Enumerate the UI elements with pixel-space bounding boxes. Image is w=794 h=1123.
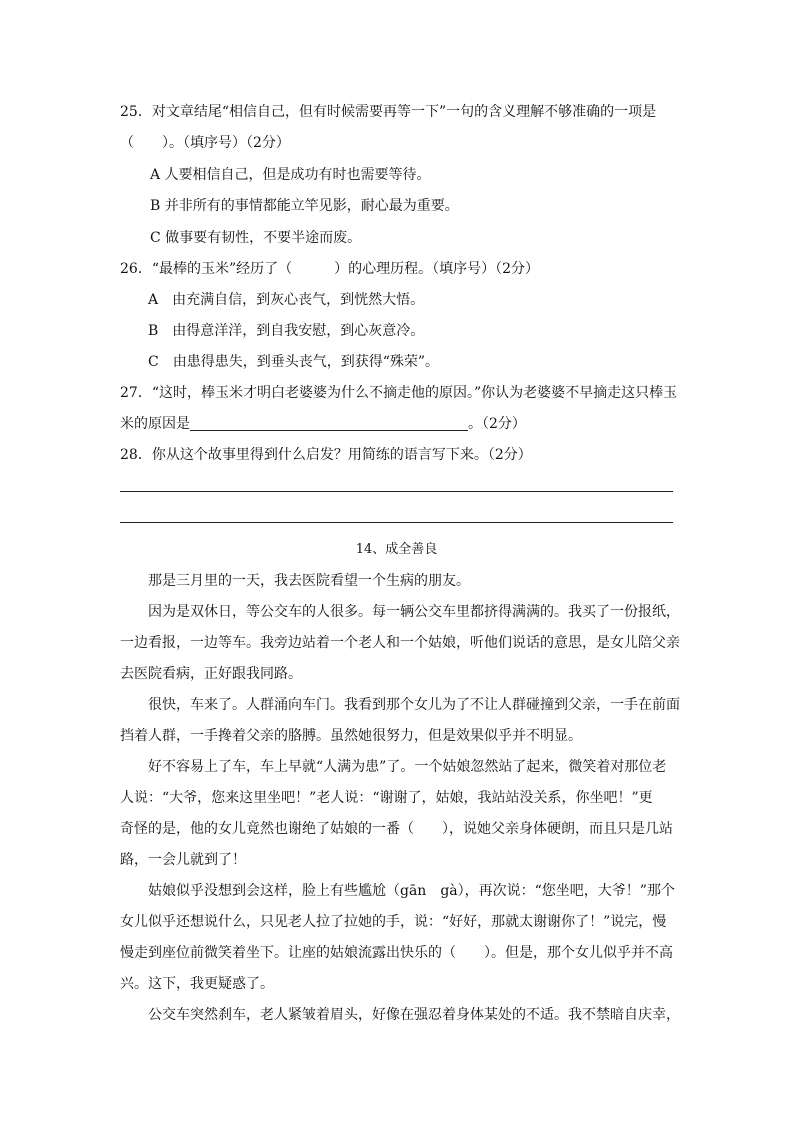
story-line: 一边看报，一边等车。我旁边站着一个老人和一个姑娘，听他们说话的意思，是女儿陪父亲 xyxy=(120,635,680,651)
story-line: 奇怪的是，他的女儿竟然也谢绝了姑娘的一番（ ），说她父亲身体硬朗，而且只是几站 xyxy=(120,821,673,837)
q27-answer-blank[interactable] xyxy=(190,415,468,431)
story-line: 那是三月里的一天，我去医院看望一个生病的朋友。 xyxy=(148,573,470,589)
story-line: 女儿似乎还想说什么，只见老人拉了拉她的手，说：“好好，那就太谢谢你了！”说完，慢 xyxy=(120,914,667,930)
q27-suffix: 。（2分） xyxy=(468,416,526,432)
q25-stem-line2: （ ）。（填序号）（2分） xyxy=(120,135,290,151)
story-line: 慢走到座位前微笑着坐下。让座的姑娘流露出快乐的（ ）。但是，那个女儿似乎并不高 xyxy=(120,945,673,961)
q26-option-c: C 由患得患失，到垂头丧气，到获得“殊荣”。 xyxy=(148,354,440,370)
story-line: 姑娘似乎没想到会这样，脸上有些尴尬（gān gà），再次说：“您坐吧，大爷！”那个 xyxy=(148,883,675,899)
q25-option-a: A 人要相信自己，但是成功有时也需要等待。 xyxy=(150,167,431,183)
q27-stem-line2 xyxy=(120,414,526,434)
q26-option-b: B 由得意洋洋，到自我安慰，到心灰意冷。 xyxy=(148,323,425,339)
story-line: 路，一会儿就到了！ xyxy=(120,852,246,868)
q25-option-c: C 做事要有韧性，不要半途而废。 xyxy=(150,230,362,246)
q26-option-a: A 由充满自信，到灰心丧气，到恍然大悟。 xyxy=(148,292,425,308)
q25-stem-line1: 25．对文章结尾“相信自己，但有时候需要再等一下”一句的含义理解不够准确的一项是 xyxy=(120,104,657,120)
q27-prefix: 米的原因是 xyxy=(120,416,190,432)
story-line: 兴。这下，我更疑惑了。 xyxy=(120,976,274,992)
story-line: 好不容易上了车，车上早就“人满为患”了。一个姑娘忽然站了起来，微笑着对那位老 xyxy=(148,759,667,775)
story-line: 很快，车来了。人群涌向车门。我看到那个女儿为了不让人群碰撞到父亲，一手在前面 xyxy=(148,697,680,713)
story-line: 公交车突然刹车，老人紧皱着眉头，好像在强忍着身体某处的不适。我不禁暗自庆幸， xyxy=(148,1007,680,1023)
story-line: 去医院看病，正好跟我同路。 xyxy=(120,666,302,682)
q28-stem: 28．你从这个故事里得到什么启发？用简练的语言写下来。（2分） xyxy=(120,447,532,463)
q28-answer-line-2[interactable] xyxy=(120,522,673,523)
q26-stem: 26．“最棒的玉米”经历了（ ）的心理历程。（填序号）（2分） xyxy=(120,261,540,277)
q27-stem-line1: 27．“这时，棒玉米才明白老婆婆为什么不摘走他的原因。”你认为老婆婆不早摘走这只棒玉 xyxy=(120,385,678,401)
story-line: 因为是双休日，等公交车的人很多。每一辆公交车里都挤得满满的。我买了一份报纸， xyxy=(148,604,680,620)
story-line: 挡着人群，一手搀着父亲的胳膊。虽然她很努力，但是效果似乎并不明显。 xyxy=(120,728,582,744)
story-line: 人说：“大爷，您来这里坐吧！”老人说：“谢谢了，姑娘，我站站没关系，你坐吧！”更 xyxy=(120,790,653,806)
story-title: 14、成全善良 xyxy=(355,542,438,557)
q28-answer-line-1[interactable] xyxy=(120,491,673,492)
q25-option-b: B 并非所有的事情都能立竿见影，耐心最为重要。 xyxy=(150,198,459,214)
